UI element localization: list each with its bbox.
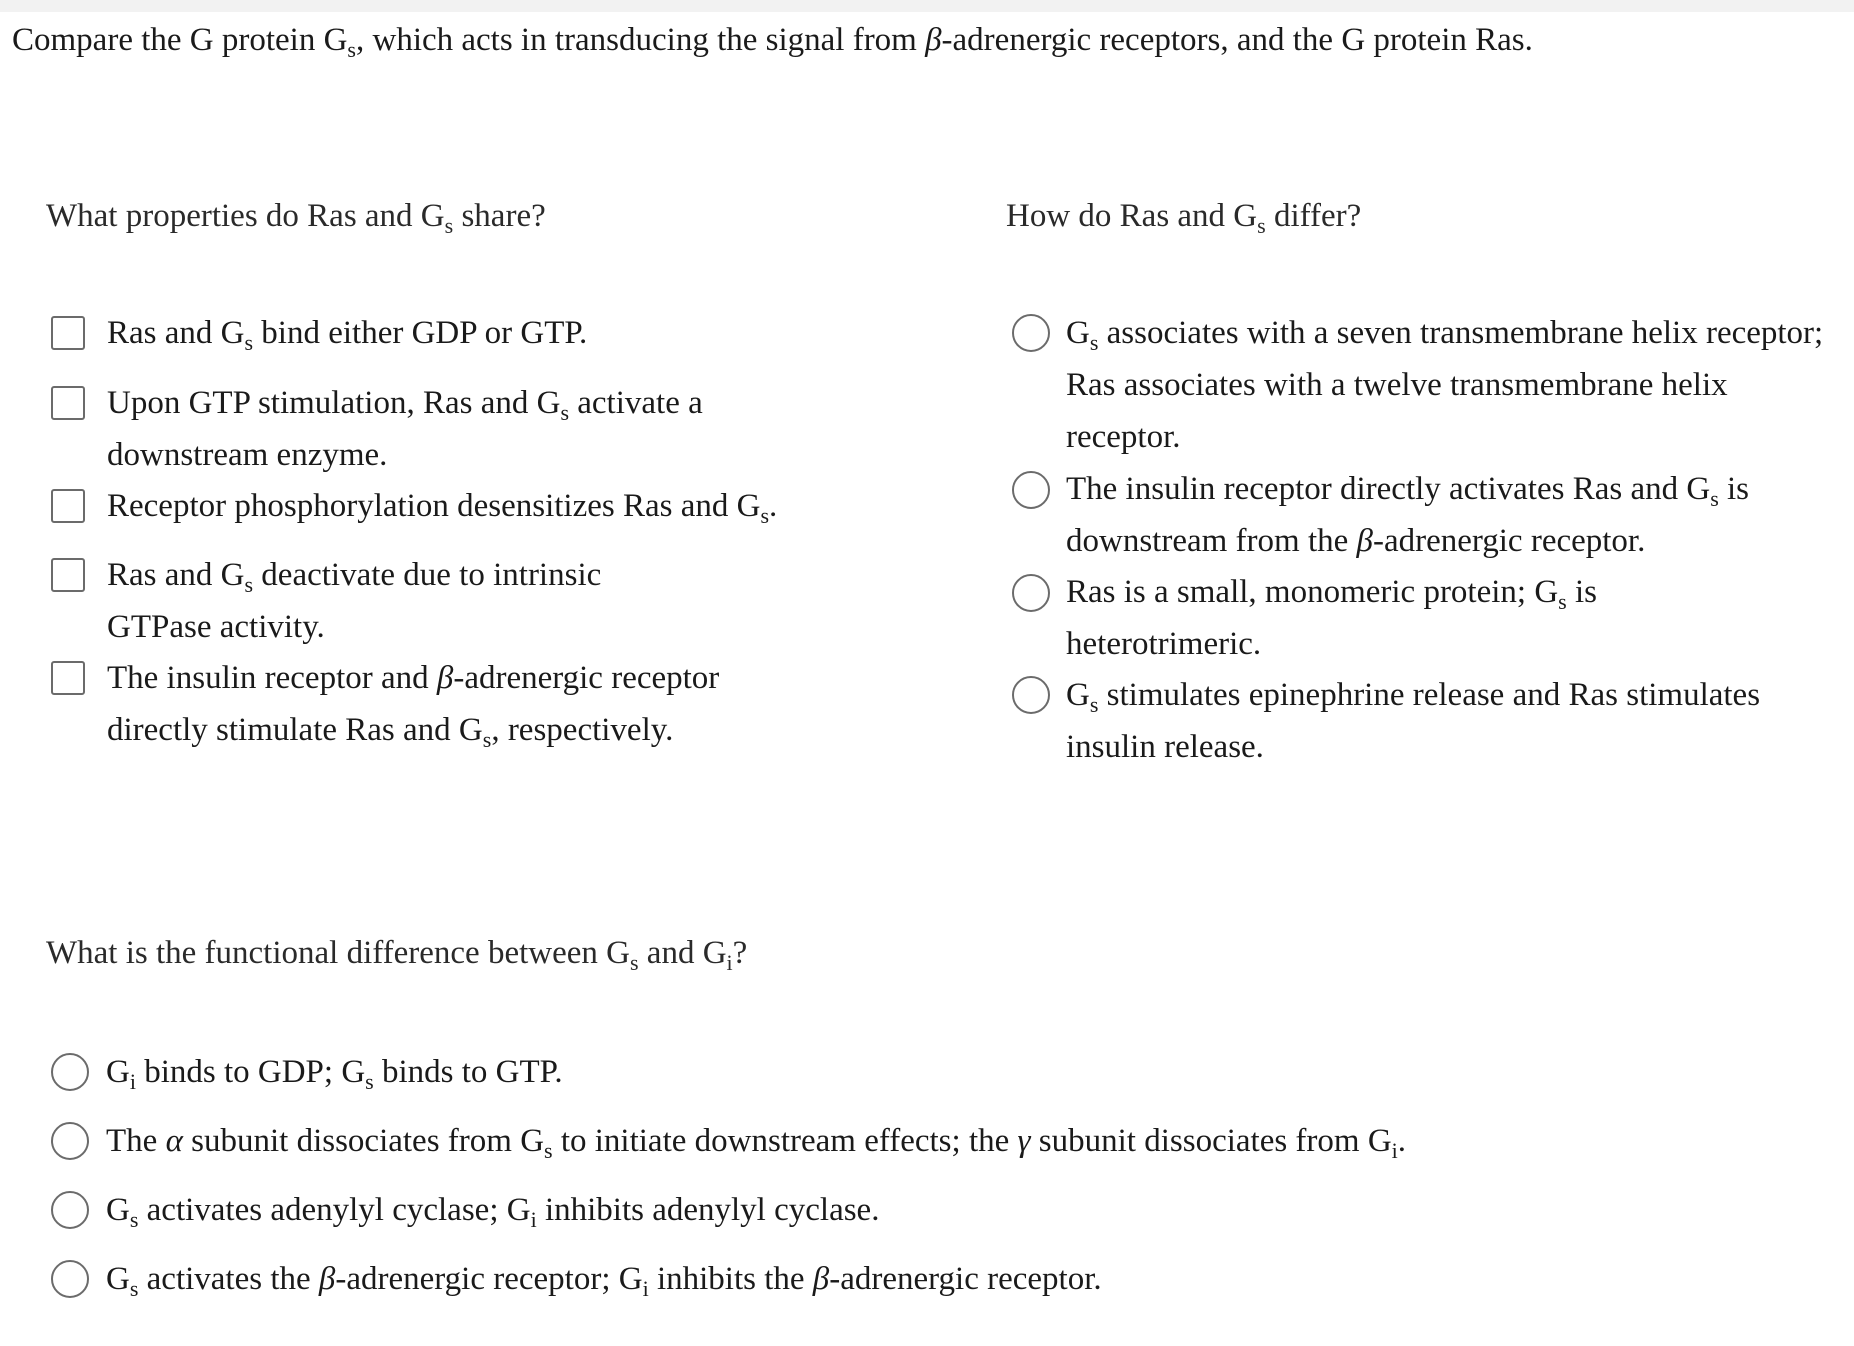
function-option-1-radio[interactable]: [51, 1053, 89, 1091]
share-option-5-checkbox[interactable]: [51, 661, 85, 695]
share-option-5-label: The insulin receptor and β-adrenergic receptor directly stimulate Ras and $G_s$, respectively.: [107, 660, 720, 752]
function-option-1-label: $G_i$ binds to GDP; $G_s$ binds to GTP.: [106, 1054, 563, 1094]
top-bar: [0, 0, 1854, 12]
differ-option-1-radio[interactable]: [1012, 314, 1050, 352]
differ-option-2-label: The insulin receptor directly activates Ras and $G_s$ is downstream from the β-adrenergic receptor.: [1066, 471, 1750, 559]
differ-option-4-radio[interactable]: [1012, 676, 1050, 714]
differ-prompt: How do Ras and $G_s$ differ?: [1006, 198, 1362, 238]
function-option-3-label: $G_s$ activates adenylyl cyclase; $G_i$ inhibits adenylyl cyclase.: [106, 1192, 880, 1232]
differ-option-4-label: $G_s$ stimulates epinephrine release and Ras stimulates insulin release.: [1066, 677, 1761, 765]
share-option-1-label: Ras and $G_s$ bind either GDP or GTP.: [107, 315, 588, 355]
share-option-2-label: Upon GTP stimulation, Ras and $G_s$ activate a downstream enzyme.: [107, 385, 703, 473]
function-option-2-label: The α subunit dissociates from $G_s$ to initiate downstream effects; the γ subunit dissociates from $G_i$.: [106, 1123, 1407, 1163]
share-option-4-label: Ras and $G_s$ deactivate due to intrinsic GTPase activity.: [107, 557, 602, 645]
differ-option-1-label: $G_s$ associates with a seven transmembrane helix receptor; Ras associates with a twelve transmembrane helix receptor.: [1066, 315, 1824, 455]
share-option-4-checkbox[interactable]: [51, 558, 85, 592]
share-option-3-label: Receptor phosphorylation desensitizes Ras and $G_s$.: [107, 488, 778, 528]
function-option-4-label: $G_s$ activates the β-adrenergic receptor; $G_i$ inhibits the β-adrenergic receptor.: [106, 1261, 1102, 1301]
question-text: Compare the G protein $G_s$, which acts in transducing the signal from β-adrenergic receptors, and the G protein Ras.: [12, 22, 1533, 62]
share-prompt: What properties do Ras and $G_s$ share?: [46, 198, 546, 238]
differ-option-2-radio[interactable]: [1012, 471, 1050, 509]
differ-option-3-radio[interactable]: [1012, 574, 1050, 612]
function-option-3-radio[interactable]: [51, 1191, 89, 1229]
function-prompt: What is the functional difference between $G_s$ and $G_i$?: [46, 935, 748, 975]
share-option-1-checkbox[interactable]: [51, 316, 85, 350]
share-option-3-checkbox[interactable]: [51, 489, 85, 523]
share-option-2-checkbox[interactable]: [51, 386, 85, 420]
function-option-4-radio[interactable]: [51, 1260, 89, 1298]
differ-option-3-label: Ras is a small, monomeric protein; $G_s$ is heterotrimeric.: [1066, 574, 1597, 662]
function-option-2-radio[interactable]: [51, 1122, 89, 1160]
